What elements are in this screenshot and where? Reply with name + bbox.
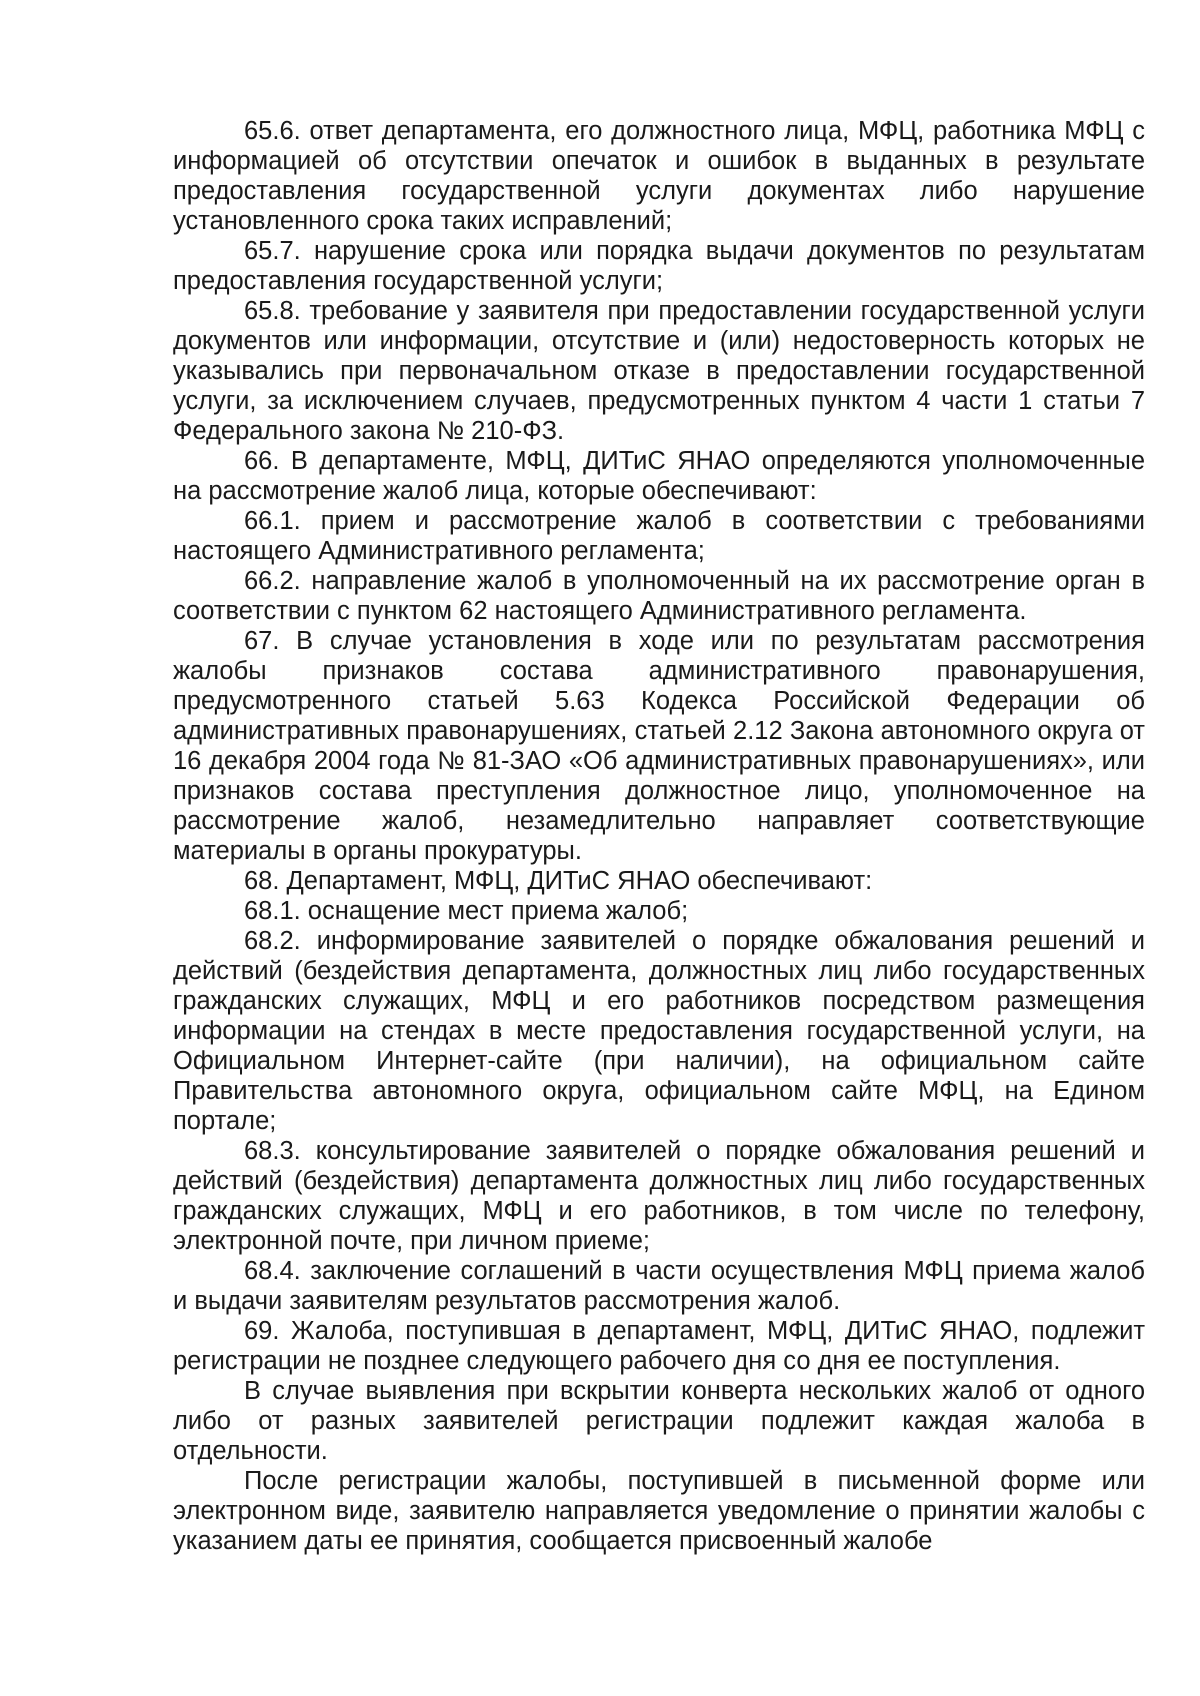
document-page <box>173 116 1145 1556</box>
paragraph-69-envelope: В случае выявления при вскрытии конверта нескольких жалоб от одного либо от разных заявителей регистрации подлежит каждая жалоба в отдельности. <box>173 1377 1145 1465</box>
paragraph-65-7: 65.7. нарушение срока или порядка выдачи документов по результатам предоставления государственной услуги; <box>173 237 1145 295</box>
paragraph-66-2: 66.2. направление жалоб в уполномоченный на их рассмотрение орган в соответствии с пунктом 62 настоящего Административного регламента. <box>173 567 1145 625</box>
paragraph-65-8: 65.8. требование у заявителя при предоставлении государственной услуги документов или информации, отсутствие и (или) недостоверность которых не указывались при первоначальном отказе в предоставлении государственной услуги, за исключением случаев, предусмотренных пунктом 4 части 1 статьи 7 Федерального закона № 210-ФЗ. <box>173 297 1145 445</box>
paragraph-68-2: 68.2. информирование заявителей о порядке обжалования решений и действий (бездействия департамента, должностных лиц либо государственных гражданских служащих, МФЦ и его работников посредством размещения информации на стендах в месте предоставления государственной услуги, на Официальном Интернет-сайте (при наличии), на официальном сайте Правительства автономного округа, официальном сайте МФЦ, на Едином портале; <box>173 927 1145 1135</box>
paragraph-68-3: 68.3. консультирование заявителей о порядке обжалования решений и действий (бездействия) департамента должностных лиц либо государственных гражданских служащих, МФЦ и его работников, в том числе по телефону, электронной почте, при личном приеме; <box>173 1137 1145 1255</box>
paragraph-67: 67. В случае установления в ходе или по результатам рассмотрения жалобы признаков состава административного правонарушения, предусмотренного статьей 5.63 Кодекса Российской Федерации об административных правонарушениях, статьей 2.12 Закона автономного округа от 16 декабря 2004 года № 81-ЗАО «Об административных правонарушениях», или признаков состава преступления должностное лицо, уполномоченное на рассмотрение жалоб, незамедлительно направляет соответствующие материалы в органы прокуратуры. <box>173 627 1145 865</box>
paragraph-66: 66. В департаменте, МФЦ, ДИТиС ЯНАО определяются уполномоченные на рассмотрение жалоб лица, которые обеспечивают: <box>173 447 1145 505</box>
paragraph-69-notification: После регистрации жалобы, поступившей в письменной форме или электронном виде, заявителю направляется уведомление о принятии жалобы с указанием даты ее принятия, сообщается присвоенный жалобе <box>173 1467 1145 1555</box>
paragraph-65-6: 65.6. ответ департамента, его должностного лица, МФЦ, работника МФЦ с информацией об отсутствии опечаток и ошибок в выданных в результате предоставления государственной услуги документах либо нарушение установленного срока таких исправлений; <box>173 117 1145 235</box>
paragraph-68: 68. Департамент, МФЦ, ДИТиС ЯНАО обеспечивают: <box>244 867 873 895</box>
paragraph-69: 69. Жалоба, поступившая в департамент, МФЦ, ДИТиС ЯНАО, подлежит регистрации не позднее следующего рабочего дня со дня ее поступления. <box>173 1317 1145 1375</box>
paragraph-68-4: 68.4. заключение соглашений в части осуществления МФЦ приема жалоб и выдачи заявителям результатов рассмотрения жалоб. <box>173 1257 1145 1315</box>
paragraph-68-1: 68.1. оснащение мест приема жалоб; <box>244 897 689 925</box>
paragraph-66-1: 66.1. прием и рассмотрение жалоб в соответствии с требованиями настоящего Административного регламента; <box>173 507 1145 565</box>
